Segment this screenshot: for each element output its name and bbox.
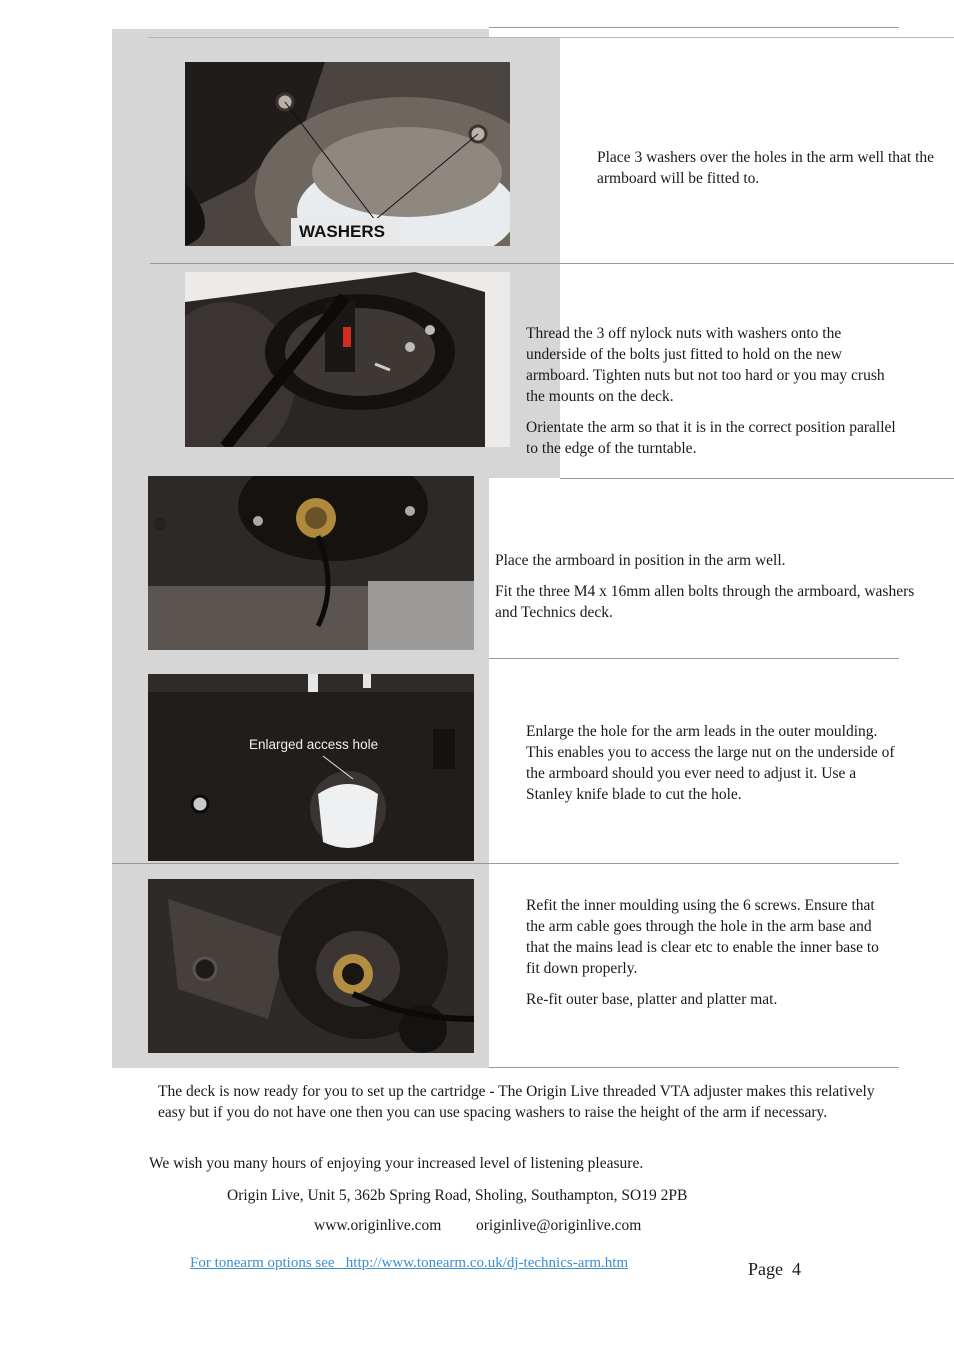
divider xyxy=(489,1067,899,1068)
step-3-paragraph-1: Place the armboard in position in the arm well. xyxy=(495,552,786,569)
step-3-text xyxy=(495,550,915,633)
divider xyxy=(148,37,954,38)
photo-enlarged-access-hole xyxy=(148,674,474,861)
deck-ready-text: The deck is now ready for you to set up the cartridge - The Origin Live threaded VTA adjuster makes this relatively easy but if you do not have one then you can use spacing washers to raise the height of the arm if necessary. xyxy=(158,1083,875,1121)
divider xyxy=(489,27,899,28)
photo-washers xyxy=(185,62,510,246)
tonearm-options-link[interactable]: For tonearm options see http://www.tonearm.co.uk/dj-technics-arm.htm xyxy=(190,1255,629,1271)
divider xyxy=(489,658,899,659)
access-hole-label: Enlarged access hole xyxy=(249,737,379,752)
step-5-paragraph-2: Re-fit outer base, platter and platter mat. xyxy=(526,991,778,1008)
step-2-paragraph-2: Orientate the arm so that it is in the correct position parallel to the edge of the turntable. xyxy=(526,419,896,457)
step-4-text xyxy=(526,721,896,815)
step-2-paragraph-1: Thread the 3 off nylock nuts with washers onto the underside of the bolts just fitted to hold on the new armboard. Tighten nuts but not too hard or you may crush the mounts on the deck. xyxy=(526,325,885,405)
page-number: Page 4 xyxy=(748,1259,801,1279)
divider xyxy=(560,478,954,479)
step-4-paragraph-1: Enlarge the hole for the arm leads in the outer moulding. This enables you to access the large nut on the underside of the armboard should you ever need to adjust it. Use a Stanley knife blade to cut the hole. xyxy=(526,723,895,803)
photo-inner-moulding xyxy=(148,879,474,1053)
address-text: Origin Live, Unit 5, 362b Spring Road, Sholing, Southampton, SO19 2PB xyxy=(227,1187,688,1204)
step-5-paragraph-1: Refit the inner moulding using the 6 screws. Ensure that the arm cable goes through the hole in the arm base and that the mains lead is clear etc to enable the inner base to fit down properly. xyxy=(526,897,879,977)
step-3-paragraph-2: Fit the three M4 x 16mm allen bolts through the armboard, washers and Technics deck. xyxy=(495,583,915,621)
divider xyxy=(150,263,954,264)
wish-text: We wish you many hours of enjoying your increased level of listening pleasure. xyxy=(149,1155,644,1172)
step-5-text xyxy=(526,895,896,1020)
email-text: originlive@originlive.com xyxy=(476,1217,642,1234)
step-1-text xyxy=(597,147,947,199)
photo-arm-nylock-nuts xyxy=(185,272,510,447)
gray-panel-left xyxy=(112,29,148,1068)
washers-label: WASHERS xyxy=(299,222,385,241)
step-1-paragraph-1: Place 3 washers over the holes in the arm well that the armboard will be fitted to. xyxy=(597,149,935,187)
divider xyxy=(112,863,899,864)
website-text: www.originlive.com xyxy=(314,1217,442,1234)
photo-armboard-position xyxy=(148,476,474,650)
step-2-text xyxy=(526,323,896,469)
